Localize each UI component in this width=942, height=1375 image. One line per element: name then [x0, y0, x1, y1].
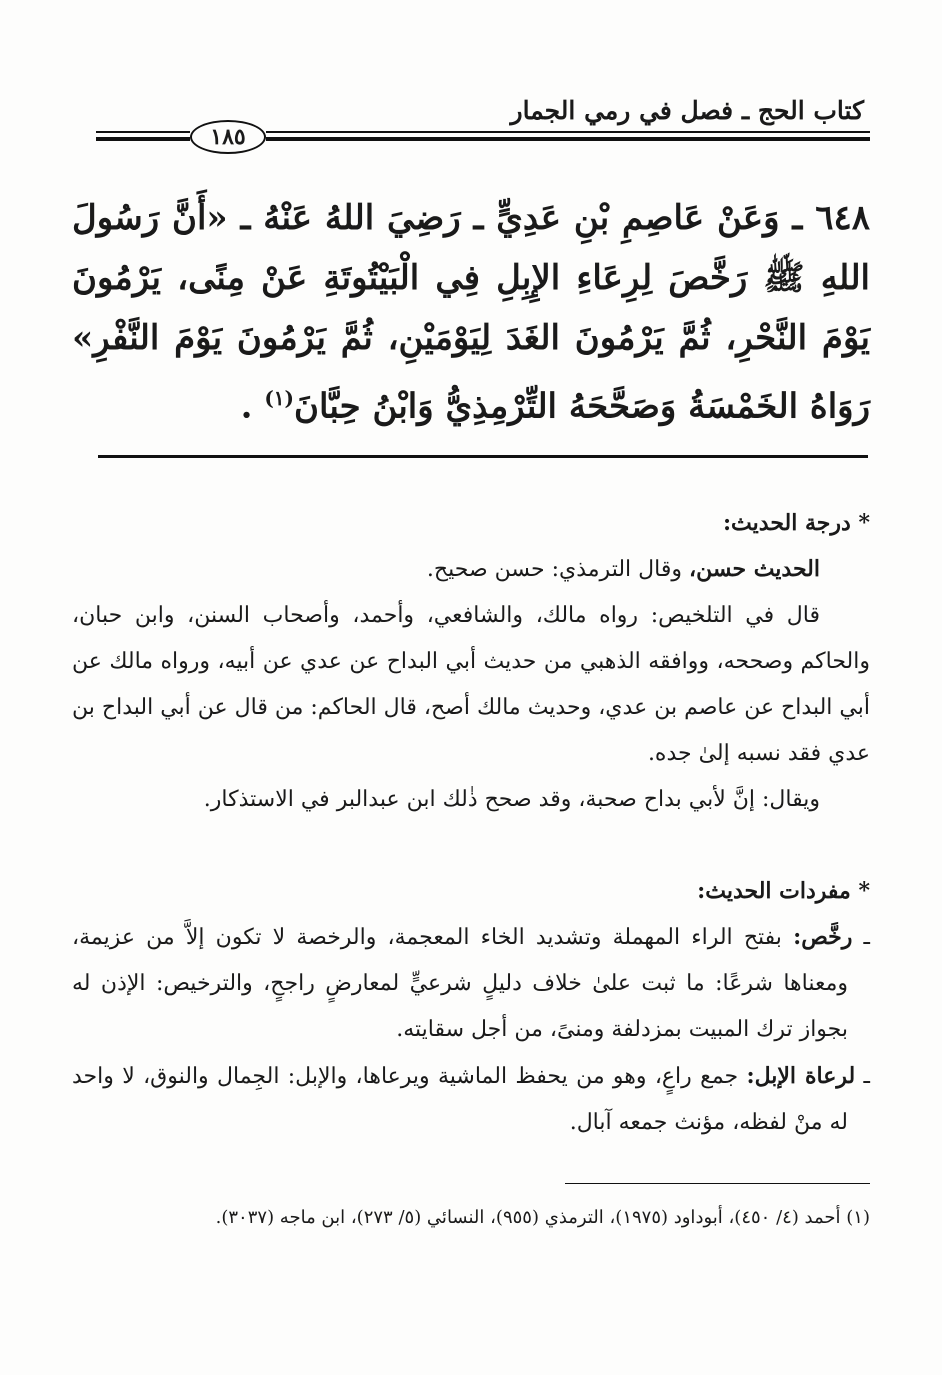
hadith-text-block	[72, 188, 870, 436]
grade-paragraph-1: قال في التلخيص: رواه مالك، والشافعي، وأحمد، وأصحاب السنن، وابن حبان، والحاكم وصححه، ووافقه الذهبي من حديث أبي البداح عن عدي عن أبيه، ورواه مالك عن أبي البداح عن عاصم بن عدي، وحديث مالك أصح، قال الحاكم: من قال عن أبي البداح بن عدي فقد نسبه إلىٰ جده.	[72, 603, 870, 766]
vocab-heading: * مفردات الحديث:	[697, 878, 870, 904]
grade-lead	[72, 546, 870, 593]
footnote: (١) أحمد (٤/ ٤٥٠)، أبوداود (١٩٧٥)، الترمذي (٩٥٥)، النسائي (٥/ ٢٧٣)، ابن ماجه (٣٠٣٧).	[215, 1207, 870, 1228]
header-rule-left-bottom	[96, 137, 190, 141]
grade-heading: * درجة الحديث:	[722, 510, 870, 536]
footnote-marker: (١)	[264, 386, 295, 410]
grade-lead-bold: الحديث حسن،	[688, 556, 820, 582]
section-separator	[98, 455, 868, 458]
vocab-item: ـ رخَّص: بفتح الراء المهملة وتشديد الخاء المعجمة، والرخصة لا تكون إلاَّ من عزيمة، ومعناها شرعًا: ما ثبت علىٰ خلاف دليلٍ شرعيٍّ لمعارضٍ راجحٍ، والترخيص: الإذن له بجواز ترك المبيت بمزدلفة ومنىً، من أجل سقايته.	[72, 924, 870, 1042]
vocab-term: لرعاة الإبل:	[746, 1063, 856, 1089]
footnote-rule	[565, 1183, 870, 1184]
vocab-definition: بفتح الراء المهملة وتشديد الخاء المعجمة، والرخصة لا تكون إلاَّ من عزيمة، ومعناها شرعًا: ما ثبت علىٰ خلاف دليلٍ شرعيٍّ لمعارضٍ راجحٍ، والترخيص: الإذن له بجواز ترك المبيت بمزدلفة ومنىً، من أجل سقايته.	[72, 925, 848, 1042]
header-rule-right-bottom	[266, 137, 870, 141]
running-title: كتاب الحج ـ فصل في رمي الجمار	[510, 96, 864, 125]
vocab-item: ـ لرعاة الإبل: جمع راعٍ، وهو من يحفظ الماشية ويرعاها، والإبل: الجِمال والنوق، لا واحد له منْ لفظه، مؤنث جمعه آبال.	[72, 1063, 870, 1135]
grade-lead-rest: وقال الترمذي: حسن صحيح.	[426, 557, 689, 582]
grade-paragraph-2: ويقال: إنَّ لأبي بداح صحبة، وقد صحح ذٰلك ابن عبدالبر في الاستذكار.	[203, 787, 820, 812]
vocab-term: رخَّص:	[793, 924, 853, 950]
hadith-number: ٦٤٨ ـ	[792, 198, 870, 238]
header-rule-right-top	[266, 131, 870, 133]
header-rule-left-top	[96, 131, 190, 133]
hadith-text: وَعَنْ عَاصِمِ بْنِ عَدِيٍّ ـ رَضِيَ اللهُ عَنْهُ ـ «أَنَّ رَسُولَ اللهِ ﷺ رَخَّصَ لِرِعَاءِ الإِبِلِ فِي الْبَيْتُوتَةِ عَنْ مِنًى، يَرْمُونَ يَوْمَ النَّحْرِ، ثُمَّ يَرْمُونَ الغَدَ لِيَوْمَيْنِ، ثُمَّ يَرْمُونَ يَوْمَ النَّفْرِ» رَوَاهُ الخَمْسَةُ وَصَحَّحَهُ التِّرْمِذِيُّ وَابْنُ حِبَّانَ	[72, 198, 870, 427]
hadith-end: .	[240, 386, 265, 427]
vocab-section	[72, 868, 870, 1146]
grade-section	[72, 500, 870, 823]
vocab-definition: جمع راعٍ، وهو من يحفظ الماشية ويرعاها، والإبل: الجِمال والنوق، لا واحد له منْ لفظه، مؤنث جمعه آبال.	[72, 1064, 848, 1135]
page-number: ١٨٥	[190, 120, 266, 154]
